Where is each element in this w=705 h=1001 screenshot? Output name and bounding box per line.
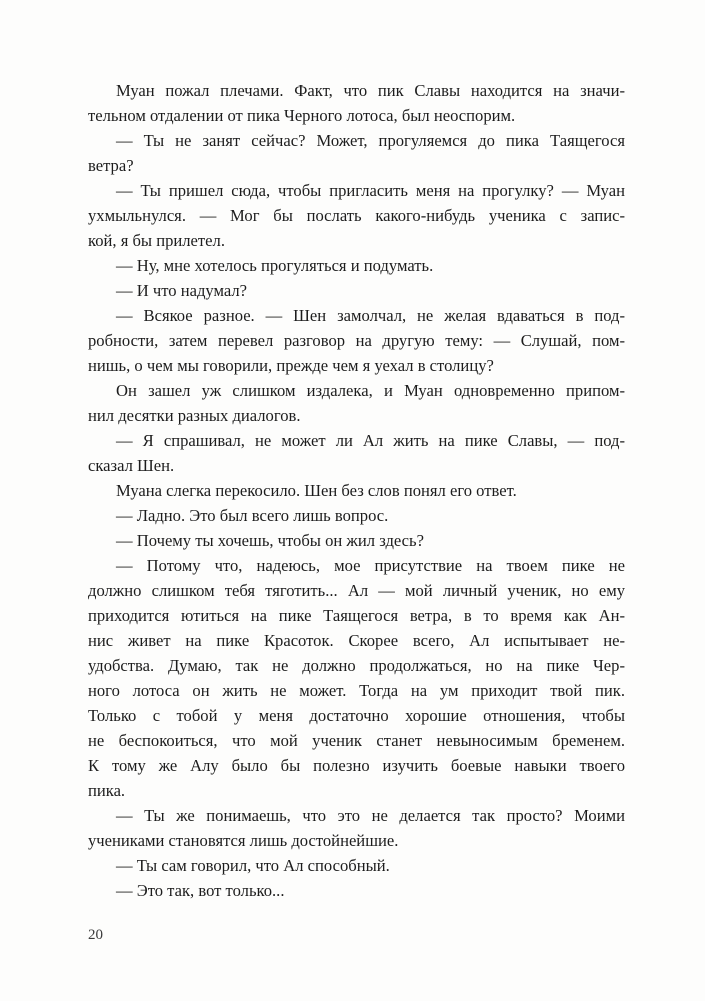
text-line: Только с тобой у меня достаточно хорошие отношения, чтобы (88, 706, 625, 725)
text-line: — Всякое разное. — Шен замолчал, не желая вдаваться в под- (116, 306, 625, 325)
text-line: нишь, о чем мы говорили, прежде чем я уехал в столицу? (88, 356, 494, 375)
text-line: пика. (88, 781, 126, 800)
text-line: — Ты пришел сюда, чтобы пригласить меня на прогулку? — Муан (116, 181, 625, 200)
text-line: К тому же Алу было бы полезно изучить боевые навыки твоего (88, 756, 625, 775)
text-line: нис живет на пике Красоток. Скорее всего, Ал испытывает не- (88, 631, 625, 650)
text-line: — Почему ты хочешь, чтобы он жил здесь? (116, 531, 424, 550)
text-line: не беспокоиться, что мой ученик станет невыносимым бременем. (88, 731, 625, 750)
text-line: — Ну, мне хотелось прогуляться и подумать. (116, 256, 434, 275)
text-line: нил десятки разных диалогов. (88, 406, 301, 425)
text-line: — Ты же понимаешь, что это не делается так просто? Моими (116, 806, 625, 825)
text-line: удобства. Думаю, так не должно продолжаться, но на пике Чер- (88, 656, 625, 675)
text-line: должно слишком тебя тяготить... Ал — мой личный ученик, но ему (88, 581, 625, 600)
text-line: ного лотоса он жить не может. Тогда на ум приходит твой пик. (88, 681, 625, 700)
text-line: — Это так, вот только... (116, 881, 285, 900)
text-line: — Ты не занят сейчас? Может, прогуляемся до пика Таящегося (116, 131, 625, 150)
text-line: кой, я бы прилетел. (88, 231, 225, 250)
text-line: Муана слегка перекосило. Шен без слов понял его ответ. (116, 481, 517, 500)
page-text (88, 78, 625, 903)
text-line: Муан пожал плечами. Факт, что пик Славы находится на значи- (116, 81, 625, 100)
text-line: Он зашел уж слишком издалека, и Муан одновременно припом- (116, 381, 625, 400)
text-line: — Ладно. Это был всего лишь вопрос. (116, 506, 389, 525)
text-line: тельном отдалении от пика Черного лотоса, был неоспорим. (88, 106, 516, 125)
page-number: 20 (88, 927, 103, 943)
text-line: приходится ютиться на пике Таящегося ветра, в то время как Ан- (88, 606, 625, 625)
text-line: — Ты сам говорил, что Ал способный. (116, 856, 390, 875)
text-line: ухмыльнулся. — Мог бы послать какого-нибудь ученика с запис- (88, 206, 625, 225)
text-line: сказал Шен. (88, 456, 175, 475)
text-line: — Потому что, надеюсь, мое присутствие на твоем пике не (116, 556, 625, 575)
text-line: ветра? (88, 156, 134, 175)
text-line: учениками становятся лишь достойнейшие. (88, 831, 399, 850)
text-line: — Я спрашивал, не может ли Ал жить на пике Славы, — под- (116, 431, 625, 450)
text-line: робности, затем перевел разговор на другую тему: — Слушай, пом- (88, 331, 625, 350)
text-line: — И что надумал? (116, 281, 248, 300)
